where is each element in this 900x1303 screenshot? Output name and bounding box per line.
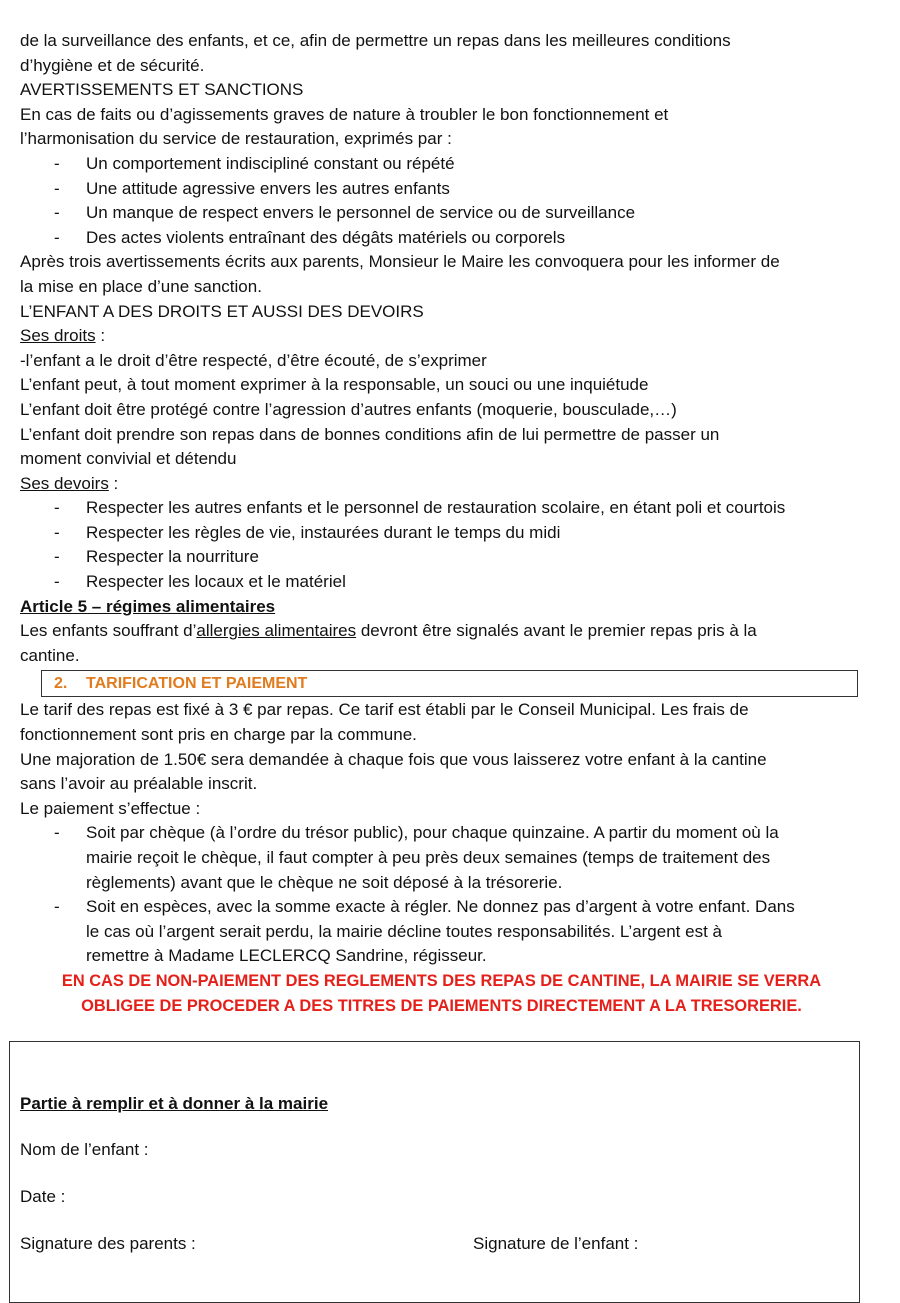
nonpayment-warning-line-1: EN CAS DE NON-PAIEMENT DES REGLEMENTS DES REPAS DE CANTINE, LA MAIRIE SE VERRA bbox=[61, 971, 822, 990]
list-item: - Des actes violents entraînant des dégâts matériels ou corporels bbox=[20, 226, 849, 251]
warnings-intro-line-1: En cas de faits ou d’agissements graves de nature à troubler le bon fonctionnement et bbox=[20, 104, 669, 124]
payment-intro: Le paiement s’effectue : bbox=[20, 798, 201, 818]
child-name-field[interactable]: Nom de l’enfant : bbox=[20, 1140, 149, 1159]
pricing-line-2: fonctionnement sont pris en charge par la commune. bbox=[20, 725, 417, 745]
form-title: Partie à remplir et à donner à la mairie bbox=[20, 1094, 329, 1113]
article5-text-before: Les enfants souffrant d’ bbox=[20, 621, 197, 641]
date-field[interactable]: Date : bbox=[20, 1187, 66, 1206]
pricing-line-4: sans l’avoir au préalable inscrit. bbox=[20, 774, 258, 794]
payment-item-line: règlements) avant que le chèque ne soit déposé à la trésorerie. bbox=[86, 872, 563, 892]
payment-item-line: mairie reçoit le chèque, il faut compter à peu près deux semaines (temps de traitement des bbox=[86, 848, 771, 867]
section-heading-box bbox=[41, 670, 858, 697]
list-item: - Une attitude agressive envers les autres enfants bbox=[20, 177, 849, 202]
list-item: - Respecter les autres enfants et le personnel de restauration scolaire, en étant poli et courtois bbox=[20, 496, 849, 521]
list-item: - Un comportement indiscipliné constant ou répété bbox=[20, 152, 849, 177]
child-signature-field[interactable]: Signature de l’enfant : bbox=[473, 1234, 639, 1253]
nonpayment-warning-line-2: OBLIGEE DE PROCEDER A DES TITRES DE PAIEMENTS DIRECTEMENT A LA TRESORERIE. bbox=[81, 996, 802, 1015]
article5-text-line-1 bbox=[20, 619, 849, 644]
pricing-line-1: Le tarif des repas est fixé à 3 € par repas. Ce tarif est établi par le Conseil Municipal. Les frais de bbox=[20, 700, 749, 720]
document-body bbox=[20, 29, 849, 1018]
list-item: - Un manque de respect envers le personnel de service ou de surveillance bbox=[20, 201, 849, 226]
article5-heading: Article 5 – régimes alimentaires bbox=[20, 596, 276, 616]
warnings-list bbox=[20, 152, 849, 250]
section-title: TARIFICATION ET PAIEMENT bbox=[86, 675, 308, 693]
duties-list bbox=[20, 496, 849, 594]
payment-item-line: le cas où l’argent serait perdu, la mairie décline toutes responsabilités. L’argent est à bbox=[86, 921, 722, 941]
warnings-after-line-1: Après trois avertissements écrits aux parents, Monsieur le Maire les convoquera pour les informer de bbox=[20, 252, 780, 272]
duties-colon: : bbox=[108, 473, 119, 493]
rights-line: L’enfant doit être protégé contre l’agression d’autres enfants (moquerie, bousculade,…) bbox=[20, 399, 677, 419]
list-item bbox=[20, 895, 849, 969]
rights-label: Ses droits bbox=[20, 326, 96, 346]
parents-signature-field[interactable]: Signature des parents : bbox=[20, 1234, 196, 1253]
intro-line-1: de la surveillance des enfants, et ce, afin de permettre un repas dans les meilleures conditions bbox=[20, 31, 731, 50]
rights-colon: : bbox=[95, 326, 106, 346]
payment-item-line: remettre à Madame LECLERCQ Sandrine, régisseur. bbox=[86, 946, 487, 966]
list-item: - Respecter la nourriture bbox=[20, 545, 849, 570]
rights-line: moment convivial et détendu bbox=[20, 449, 237, 469]
payment-item-line: Soit en espèces, avec la somme exacte à régler. Ne donnez pas d’argent à votre enfant. Dans bbox=[86, 897, 795, 917]
duties-label: Ses devoirs bbox=[20, 473, 109, 493]
article5-text-line-2: cantine. bbox=[20, 645, 80, 665]
list-item bbox=[20, 821, 849, 895]
section-number: 2. bbox=[54, 675, 68, 693]
article5-text-underlined: allergies alimentaires bbox=[196, 621, 357, 641]
rights-line: -l’enfant a le droit d’être respecté, d’être écouté, de s’exprimer bbox=[20, 350, 487, 370]
pricing-line-3: Une majoration de 1.50€ sera demandée à chaque fois que vous laisserez votre enfant à la cantine bbox=[20, 749, 767, 769]
list-item: - Respecter les locaux et le matériel bbox=[20, 570, 849, 595]
warnings-heading: AVERTISSEMENTS ET SANCTIONS bbox=[20, 80, 304, 100]
warnings-after-line-2: la mise en place d’une sanction. bbox=[20, 276, 262, 296]
payment-item-line: Soit par chèque (à l’ordre du trésor public), pour chaque quinzaine. A partir du moment où la bbox=[86, 823, 779, 843]
payment-list bbox=[20, 821, 849, 969]
list-item: - Respecter les règles de vie, instaurées durant le temps du midi bbox=[20, 521, 849, 546]
warnings-intro-line-2: l’harmonisation du service de restauration, exprimés par : bbox=[20, 129, 452, 149]
rights-line: L’enfant peut, à tout moment exprimer à la responsable, un souci ou une inquiétude bbox=[20, 375, 649, 395]
rights-heading: L’ENFANT A DES DROITS ET AUSSI DES DEVOIRS bbox=[20, 301, 424, 321]
intro-line-2: d’hygiène et de sécurité. bbox=[20, 55, 205, 75]
rights-line: L’enfant doit prendre son repas dans de bonnes conditions afin de lui permettre de passer un bbox=[20, 424, 720, 444]
return-form-box bbox=[9, 1041, 860, 1303]
rights-label-line bbox=[20, 324, 849, 349]
article5-text-after: devront être signalés avant le premier repas pris à la bbox=[356, 621, 757, 641]
duties-label-line bbox=[20, 472, 849, 497]
